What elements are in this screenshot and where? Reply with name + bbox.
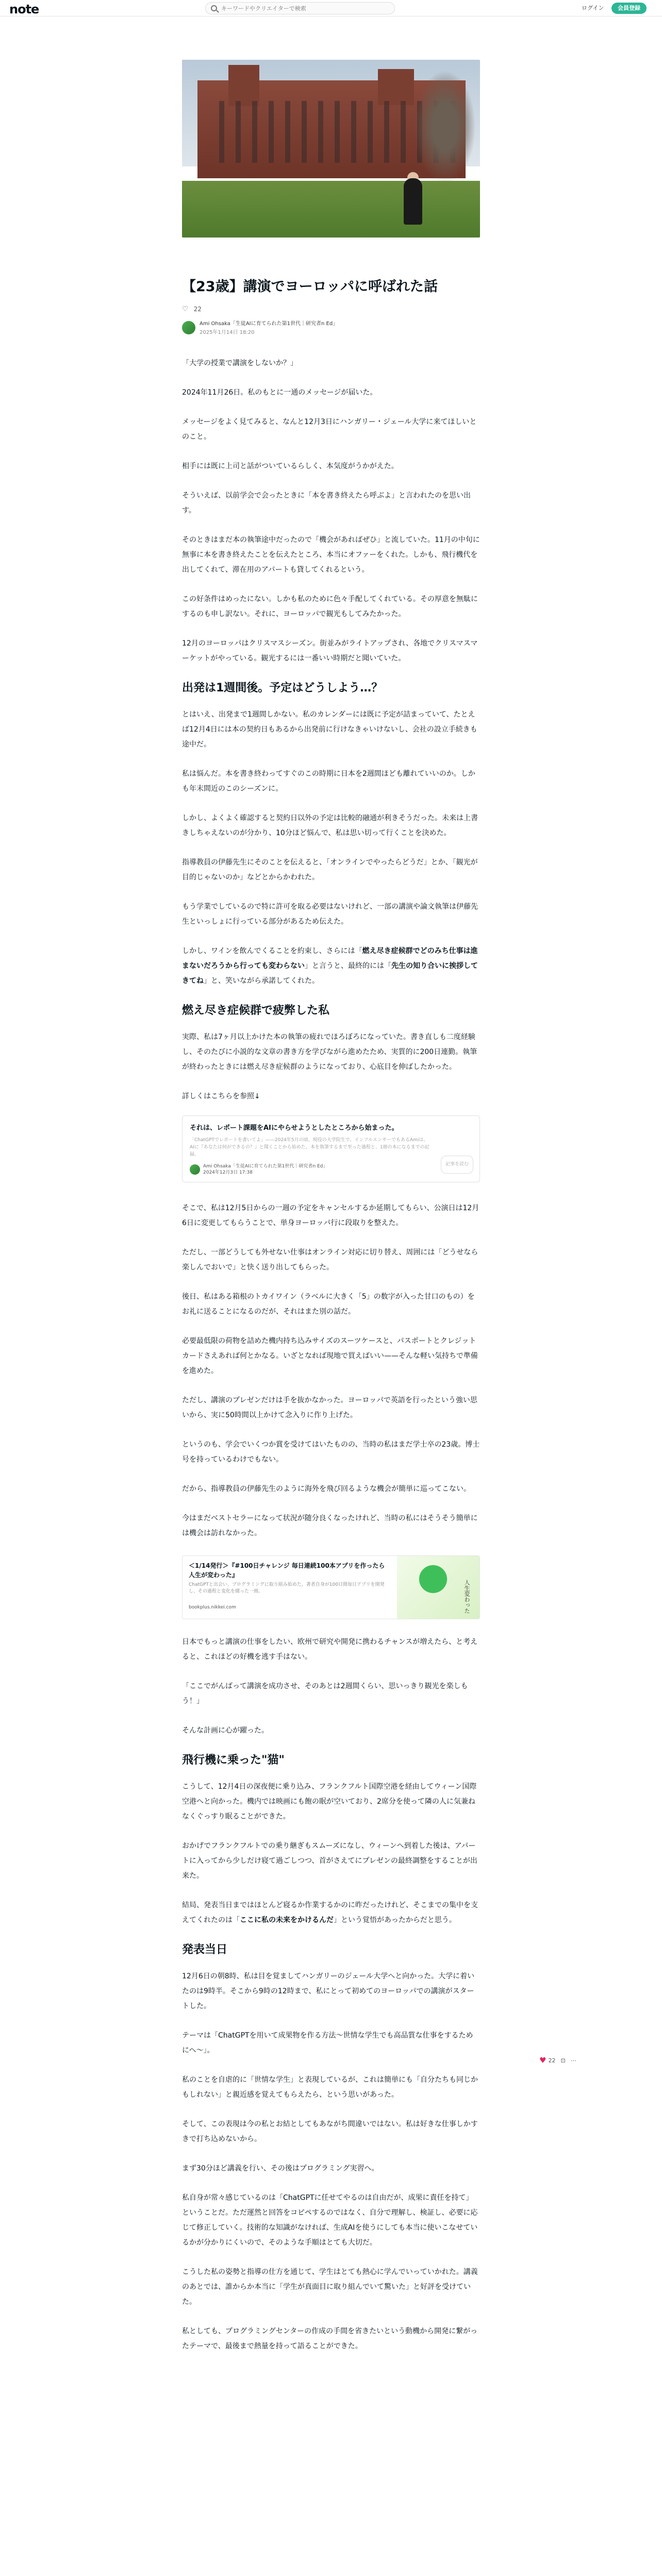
paragraph: こうして、12月4日の深夜便に乗り込み、フランクフルト国際空港を経由してウィーン国際空港へと向かった。機内では映画にも飽の眠が空いており、2席分を使って隣の人に気兼ねなくぐっすり眠ることができた。 bbox=[182, 1783, 477, 1821]
paragraph: 詳しくはこちらを参照↓ bbox=[182, 1092, 260, 1100]
paragraph: そこで、私は12月5日からの一週の予定をキャンセルするか延期してもらい、公演日は12月6日に変更してもらうことで、単身ヨーロッパ行に段取りを整えた。 bbox=[182, 1204, 479, 1227]
paragraph: ただし、一部どうしても外せない仕事はオンライン対応に切り替え、周囲には「どうせなら楽しんでおいで」と快く送り出してもらった。 bbox=[182, 1248, 478, 1272]
paragraph: とはいえ、出発まで1週間しかない。私のカレンダーには既に予定が詰まっていて、たとえば12月4日には本の契約日もあるから出発前に行けなきゃいけないし、会社の設立手続きも途中だ。 bbox=[182, 710, 477, 749]
publish-date: 2025年1月14日 18:20 bbox=[200, 329, 255, 335]
card-author bbox=[190, 1163, 327, 1176]
top-navigation-bar bbox=[0, 0, 662, 16]
floating-action-bar bbox=[539, 2056, 576, 2065]
paragraph: しかし、ワインを飲んでくることを約束し、さらには「燃え尽き症候群でどのみち仕事は進まないだろうから行っても変わらない」と言うと、最終的には「先生の知り合いに挨拶してきてね」と、笑いながら承諾してくれた。 bbox=[182, 947, 478, 985]
paragraph: 実際、私は7ヶ月以上かけた本の執筆の疲れでほろぼろになっていた。書き直しも二度経験し、そのたびに小説的な文章の書き方を学びながら進めたため、実質的に200日連勤。執筆が終わったときには燃え尽き症候群のようになっており、心底目を伸ばしたかった。 bbox=[182, 1033, 477, 1071]
paragraph: メッセージをよく見てみると、なんと12月3日にハンガリー・ジェール大学に来てほしいとのこと。 bbox=[182, 418, 477, 441]
search-icon bbox=[211, 5, 217, 11]
section-heading: 発表当日 bbox=[182, 1943, 228, 1956]
like-count: 22 bbox=[193, 306, 202, 313]
paragraph: 指導教員の伊藤先生にそのことを伝えると、「オンラインでやったらどうだ」とか、「観光が目的じゃないのか」などとからかわれた。 bbox=[182, 858, 478, 882]
card-author-name: Ami Ohsaka「生徒AIに育てられた第1世代｜研究者n Ed」 bbox=[203, 1164, 328, 1169]
paragraph: テーマは「ChatGPTを用いて成果物を作る方法〜世情な学生でも高品質な仕事をするためにへ〜」。 bbox=[182, 2031, 473, 2055]
article-body bbox=[182, 356, 480, 2354]
ad-cover-text: 人生変わった bbox=[464, 1580, 470, 1614]
book-ad-card[interactable] bbox=[182, 1555, 480, 1619]
author-name[interactable]: Ami Ohsaka「生徒AIに育てられた第1世代｜研究者n Ed」 bbox=[200, 320, 338, 327]
paragraph: この好条件はめったにない。しかも私のために色々手配してくれている。その厚意を無駄にするのも申し訳ない。それに、ヨーロッパで観光もしてみたかった。 bbox=[182, 595, 478, 618]
paragraph: 2024年11月26日。私のもとに一通のメッセージが届いた。 bbox=[182, 388, 377, 397]
paragraph: というのも、学会でいくつか賞を受けてはいたものの、当時の私はまだ学士卒の23歳。博士号を持っているわけでもない。 bbox=[182, 1440, 480, 1464]
hero-image bbox=[182, 60, 480, 238]
paragraph: 「ここでがんばって講演を成功させ、そのあとは2週間くらい、思いっきり観光を楽しもう！」 bbox=[182, 1682, 468, 1705]
card-description: 「ChatGPTでレポートを書いてよ」——2024年5月の頃、現役の大学院生で、インフルエンサーでもあるAmiは、AIに『あなたは何ができるの？』と聞くことから始めた。本を執筆するまで至った過程と、1冊の本になるまでの記録。 bbox=[190, 1138, 429, 1157]
paragraph: 私自身が常々感じているのは「ChatGPTに任せてやるのは自由だが、成果に責任を持て」ということだ。ただ運然と回答をコピペするのではなく、自分で理解し、検証し、必要に応じて修正していく。技術的な知識がなければ、生成AIを使うにしても本当に使いこなせているかが分かりにくいので、そのような手順はとても大切だ。 bbox=[182, 2194, 478, 2247]
more-icon[interactable]: ⋯ bbox=[570, 2057, 576, 2064]
embedded-article-card[interactable] bbox=[182, 1115, 480, 1182]
like-row bbox=[182, 304, 480, 314]
paragraph: 日本でもっと講演の仕事をしたい、欧州で研究や開発に携わるチャンスが増えたら、と考えると、これほどの好機を逃す手はない。 bbox=[182, 1638, 478, 1661]
bold-text: 燃え尽き症候群でどのみち仕事は進まないだろうから行っても変わらない bbox=[182, 947, 478, 970]
search-input[interactable] bbox=[221, 5, 376, 12]
section-heading: 出発は1週間後。予定はどうしよう…？ bbox=[182, 682, 383, 694]
paragraph: 今はまだベストセラーになって状況が随分良くなったけれど、当時の私にはそうそう簡単には機会は訪れなかった。 bbox=[182, 1514, 478, 1537]
author-avatar[interactable] bbox=[182, 321, 195, 334]
paragraph: 後日、私はある箱根のトカイワイン（ラベルに大きく「5」の数字が入った甘口のもの）をお礼に送ることになるのだが、それはまた別の話だ。 bbox=[182, 1293, 475, 1316]
section-heading: 燃え尽き症候群で疲弊した私 bbox=[182, 1004, 330, 1017]
login-button[interactable]: ログイン bbox=[582, 5, 604, 11]
paragraph: 12月6日の朝8時、私は目を覚ましてハンガリーのジェール大学へと向かった。大学に着いたのは9時半。そこから9時の12時まで、私にとって初めてのヨーロッパでの講演がスタートした。 bbox=[182, 1972, 475, 2010]
bold-text: 先生の知り合いに挨拶してきてね bbox=[182, 962, 478, 985]
card-title: それは、レポート課題をAIにやらせようとしたところから始まった。 bbox=[190, 1124, 399, 1132]
card-date: 2024年12月3日 17:38 bbox=[203, 1170, 253, 1175]
search-box[interactable] bbox=[205, 2, 395, 14]
paragraph: 12月のヨーロッパはクリスマスシーズン。街並みがライトアップされ、各地でクリスマスマーケットがやっている。観光するには一番いい時期だと聞いていた。 bbox=[182, 639, 478, 663]
ad-book-cover bbox=[397, 1556, 479, 1619]
article bbox=[182, 60, 480, 2368]
like-heart-icon[interactable]: ♥ bbox=[539, 2056, 547, 2065]
paragraph: そのときはまだ本の執筆途中だったので「機会があればぜひ」と流していた。11月の中旬に無事に本を書き終えたことを伝えたところ、本当にオファーをくれた。しかも、飛行機代を出してくれて、滞在用のアパートも貸してくれるという。 bbox=[182, 536, 480, 574]
signup-button[interactable]: 会員登録 bbox=[611, 3, 647, 14]
paragraph: 私としても、プログラミングセンターの作成の手間を省きたいという動機から開発に繋がったテーマで、最後まで熱量を持って語ることができた。 bbox=[182, 2327, 478, 2350]
floating-like-count: 22 bbox=[548, 2057, 556, 2064]
article-title: 【23歳】講演でヨーロッパに呼ばれた話 bbox=[182, 279, 438, 295]
ad-url: bookplus.nikkei.com bbox=[189, 1605, 236, 1610]
paragraph: まず30分ほど講義を行い、その後はプログラミング実習へ。 bbox=[182, 2164, 379, 2173]
bookmark-icon[interactable]: ⊡ bbox=[560, 2057, 566, 2064]
author-info bbox=[182, 320, 480, 335]
paragraph: 相手には既に上司と話がついているらしく、本気度がうかがえた。 bbox=[182, 462, 399, 470]
paragraph: そして、この表現は今の私とお結としてもあながち間違いではない。私は好きな仕事しかすきで打ち込めないから。 bbox=[182, 2120, 478, 2143]
paragraph: そういえば、以前学会で会ったときに「本を書き終えたら呼ぶよ」と言われたのを思い出す。 bbox=[182, 492, 471, 515]
paragraph: こうした私の姿勢と指導の仕方を通じて、学生はとても熱心に学んでいっていかれた。講義のあとでは、誰からか本当に「学生が真面目に取り組んでいて驚いた」と好評を受けていた。 bbox=[182, 2268, 478, 2306]
paragraph: 必要最低限の荷物を詰めた機内持ち込みサイズのスーツケースと、パスポートとクレジットカードさえあれば何とかなる。いざとなれば現地で買えばいい——そんな軽い気持ちで準備を進めた。 bbox=[182, 1337, 478, 1375]
paragraph: そんな計画に心が躍った。 bbox=[182, 1726, 269, 1735]
card-read-button[interactable]: 記事を読む bbox=[441, 1156, 473, 1174]
paragraph: だから、指導教員の伊藤先生のように海外を飛び回るような機会が簡単に巡ってこない。 bbox=[182, 1485, 471, 1493]
section-heading: 飛行機に乗った"猫" bbox=[182, 1754, 285, 1767]
paragraph: 「大学の授業で講演をしないか？」 bbox=[182, 359, 297, 367]
ad-title: ＜1/14発行＞『#100日チャレンジ 毎日連続100本アプリを作ったら人生が変わった』 bbox=[189, 1562, 385, 1579]
card-avatar bbox=[190, 1164, 200, 1175]
paragraph: 私は悩んだ。本を書き終わってすぐのこの時期に日本を2週間ほども離れていいのか。しかも年末間近のこのシーズンに。 bbox=[182, 770, 475, 793]
paragraph: しかし、よくよく確認すると契約日以外の予定は比較的融通が利きそうだった。未来は上書きしちゃえないのが分かり、10分ほど悩んで、私は思い切って行くことを決めた。 bbox=[182, 814, 478, 837]
paragraph: 結局、発表当日まではほとんど寝るか作業するかのに昨だったけれど、そこまでの集中を支えてくれたのは「ここに私の未来をかけるんだ」という覚悟があったからだと思う。 bbox=[182, 1901, 478, 1924]
heart-icon[interactable]: ♡ bbox=[182, 305, 189, 313]
bold-text: ここに私の未来をかけるんだ bbox=[240, 1916, 334, 1924]
paragraph: ただし、講演のプレゼンだけは手を抜かなかった。ヨーロッパで英語を行ったという強い思いから、実に50時間以上かけて念入りに作り上げた。 bbox=[182, 1396, 477, 1419]
note-logo[interactable]: note bbox=[9, 2, 39, 16]
paragraph: もう学業でしているので特に許可を取る必要はないけれど、一部の講演や論文執筆は伊藤先生といっしょに行っている部分があるため伝えた。 bbox=[182, 903, 478, 926]
paragraph: おかげでフランクフルトでの乗り継ぎもスムーズになし、ウィーンへ到着した後は、アパートに入ってから少しだけ寝て過ごしつつ、首がさえてにプレゼンの最終調整をすることが出来た。 bbox=[182, 1842, 477, 1880]
paragraph: 私のことを自虐的に「世情な学生」と表現しているが、これは簡単にも「自分たちも同じかもしれない」と親近感を覚えてもらえたら、という思いがあった。 bbox=[182, 2076, 478, 2099]
ad-description: ChatGPTと出会い、プログラミングに取り組み始めた。著者自身が100日間毎日アプリを開発し、その過程と変化を綴った一冊。 bbox=[189, 1582, 385, 1594]
